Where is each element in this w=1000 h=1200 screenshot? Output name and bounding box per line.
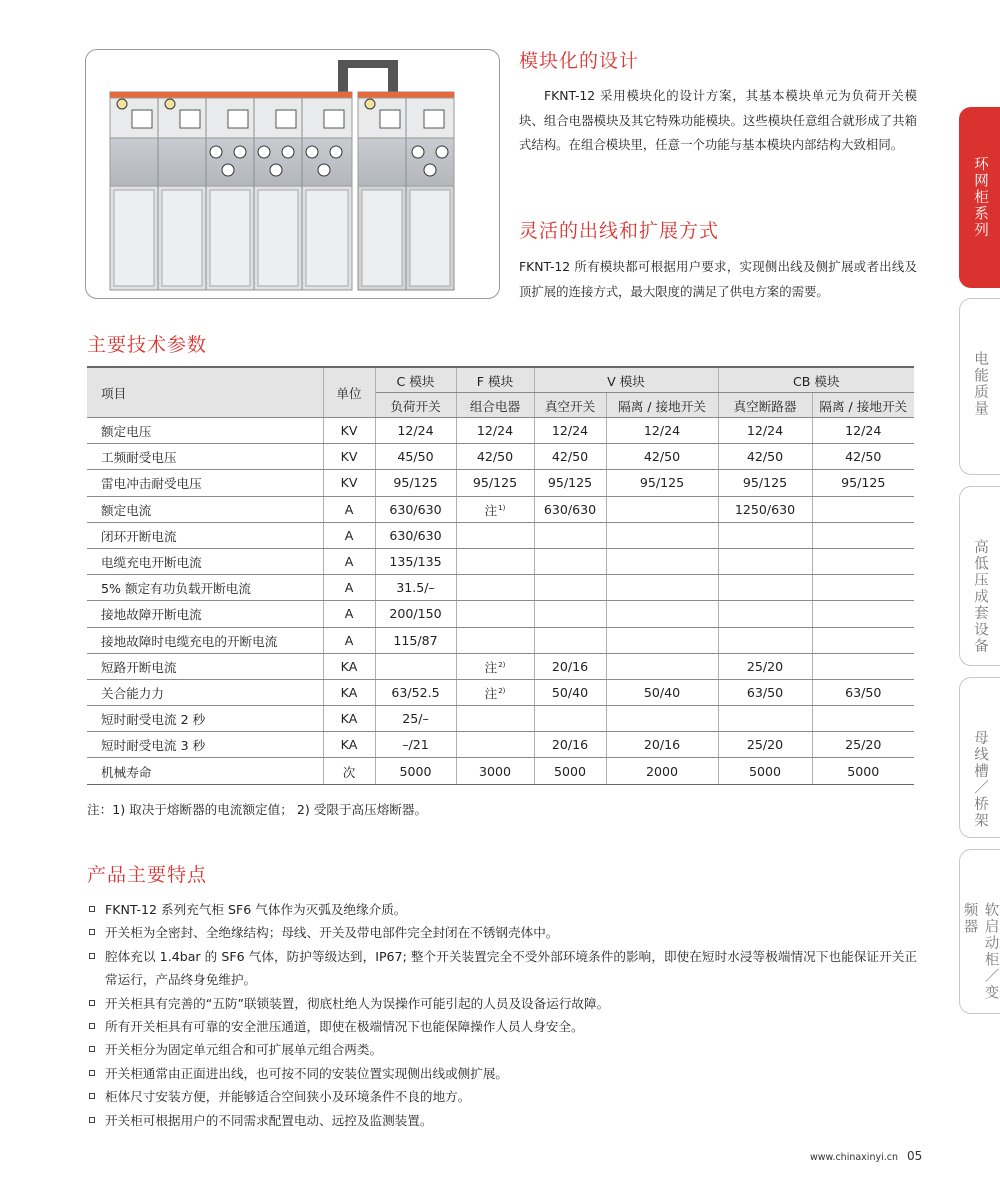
square-bullet-icon [89,1046,95,1052]
header-c-module: C 模块 [375,367,456,393]
square-bullet-icon [89,1117,95,1123]
param-value-cell [606,444,718,470]
feature-item [87,921,917,944]
param-value: 45/50 [397,449,434,465]
square-bullet-icon [89,1093,95,1099]
param-value-cell [375,758,456,784]
param-value: 63/50 [746,684,784,700]
param-value-cell [375,575,456,601]
param-value: 25/– [402,711,429,727]
table-header-row [87,367,914,393]
param-value-cell [375,653,456,679]
param-name-cell: 雷电冲击耐受电压 [87,470,323,496]
param-unit-cell: KA [323,732,375,758]
param-value: 1250/630 [734,501,796,517]
param-value-cell [456,627,534,653]
param-value: 31.5/– [396,580,435,596]
param-value-cell [812,601,914,627]
square-bullet-icon [89,953,95,959]
param-name-cell: 额定电流 [87,496,323,522]
param-value: 注 [484,659,498,675]
param-value-cell [812,653,914,679]
section-title-flexible: 灵活的出线和扩展方式 [519,220,720,242]
param-value: 注 [484,685,498,701]
param-value: 95/125 [472,475,518,491]
section-title-params: 主要技术参数 [87,334,208,356]
feature-text: FKNT-12 系列充气柜 SF6 气体作为灭弧及绝缘介质。 [105,902,407,917]
subheader-cell: 真空断路器 [718,393,812,418]
param-value-cell [606,548,718,574]
feature-text: 开关柜可根据用户的不同需求配置电动、远控及监测装置。 [105,1112,433,1128]
param-value-cell [718,706,812,732]
param-value-cell [718,679,812,705]
param-name-cell: 工频耐受电压 [87,444,323,470]
page-number: 05 [907,1149,923,1163]
param-value-cell [606,627,718,653]
param-value-cell [812,418,914,444]
param-value-cell [534,732,606,758]
param-value-cell [456,653,534,679]
param-unit-cell: A [323,601,375,627]
feature-text: 开关柜具有完善的“五防”联锁装置，彻底杜绝人为误操作可能引起的人员及设备运行故障。 [105,995,610,1011]
table-note: 注：1) 取决于熔断器的电流额定值； 2) 受限于高压熔断器。 [87,802,428,817]
switchgear-illustration [86,50,499,298]
param-value-cell [456,522,534,548]
param-value: 95/125 [639,475,685,491]
param-name-cell: 关合能力力 [87,679,323,705]
param-name-cell: 短路开断电流 [87,653,323,679]
param-value-cell [534,496,606,522]
param-value-cell [375,418,456,444]
param-value-cell [812,732,914,758]
product-image-frame [85,49,500,299]
param-value-cell [718,758,812,784]
footer-url[interactable]: www.chinaxinyi.cn [810,1152,898,1163]
subheader-cell: 组合电器 [456,393,534,418]
square-bullet-icon [89,1070,95,1076]
param-value: 3000 [478,763,512,779]
param-value-cell [718,653,812,679]
param-value-cell [812,470,914,496]
side-tab-ring-main-unit[interactable] [959,107,1000,288]
param-value-cell [534,470,606,496]
footnote-marker: 1) [498,503,506,512]
param-unit-cell: A [323,496,375,522]
section-text-flexible: FKNT-12 所有模块都可根据用户要求，实现侧出线及侧扩展或者出线及顶扩展的连接方式，最大限度的满足了供电方案的需要。 [519,259,917,299]
param-value: 12/24 [845,423,882,439]
param-value: 12/24 [397,423,434,439]
param-value-cell [456,548,534,574]
section-text-modular: FKNT-12 采用模块化的设计方案，其基本模块单元为负荷开关模块、组合电器模块及其它特殊功能模块。这些模块任意组合就形成了共箱式结构。在组合模块里，任意一个功能与基本模块内部结构大致相同。 [519,88,917,152]
side-tab-label: 高低压成套设备 [972,539,988,655]
param-unit-cell: A [323,575,375,601]
param-value: 5000 [847,763,880,779]
table-row [87,496,914,522]
param-value-cell [606,418,718,444]
table-body [87,418,914,785]
param-value-cell [534,444,606,470]
param-value-cell [606,522,718,548]
param-value: 25/20 [845,737,882,753]
param-name-cell: 机械寿命 [87,758,323,784]
param-unit-cell: KA [323,679,375,705]
header-v-module: V 模块 [534,367,718,393]
param-value-cell [606,470,718,496]
param-value-cell [534,522,606,548]
param-value-cell [456,758,534,784]
param-name-cell: 接地故障开断电流 [87,601,323,627]
param-value: 5000 [553,763,587,779]
param-value: 42/50 [845,449,882,465]
param-value: 12/24 [643,423,681,439]
param-value-cell [812,706,914,732]
param-value: 12/24 [476,423,514,439]
side-tab-soft-starter[interactable] [959,849,1000,1014]
param-value-cell [456,732,534,758]
param-value-cell [606,575,718,601]
param-value-cell [456,679,534,705]
param-value-cell [534,653,606,679]
table-row [87,758,914,784]
param-unit-cell: A [323,548,375,574]
param-name-cell: 短时耐受电流 2 秒 [87,706,323,732]
param-value-cell [606,653,718,679]
param-value-cell [456,470,534,496]
param-value-cell [375,522,456,548]
param-name-cell: 短时耐受电流 3 秒 [87,732,323,758]
param-value-cell [812,522,914,548]
section-title-modular: 模块化的设计 [519,50,640,72]
param-name-cell: 额定电压 [87,418,323,444]
param-unit-cell: KA [323,653,375,679]
param-value: 63/52.5 [391,684,440,700]
header-unit: 单位 [323,367,375,418]
technical-params-table [87,366,914,785]
param-value-cell [718,601,812,627]
section-title-features: 产品主要特点 [87,864,208,886]
feature-text: 开关柜分为固定单元组合和可扩展单元组合两类。 [105,1042,383,1058]
feature-text: 柜体尺寸安装方便，并能够适合空间狭小及环境条件不良的地方。 [105,1089,471,1105]
param-value-cell [718,522,812,548]
param-value-cell [375,444,456,470]
param-value-cell [812,496,914,522]
param-value: 25/20 [746,737,784,753]
param-value-cell [718,418,812,444]
param-value-cell [718,496,812,522]
feature-text: 开关柜为全密封、全绝缘结构；母线、开关及带电部件完全封闭在不锈钢壳体中。 [105,925,559,941]
square-bullet-icon [89,1023,95,1029]
param-value-cell [534,418,606,444]
param-value: 2000 [645,763,679,779]
table-row [87,444,914,470]
param-value: 25/20 [746,658,784,674]
param-unit-cell: KV [323,418,375,444]
param-value: 42/50 [643,449,681,465]
param-value: 50/40 [551,684,589,700]
page-footer [810,1149,922,1163]
subheader-cell: 隔离 / 接地开关 [606,393,718,418]
subheader-cell: 负荷开关 [375,393,456,418]
param-value: 12/24 [746,423,784,439]
param-value-cell [534,601,606,627]
param-unit-cell: KA [323,706,375,732]
feature-item [87,1038,917,1061]
param-value: 12/24 [551,423,589,439]
table-row [87,679,914,705]
footnote-marker: 2) [498,660,506,669]
table-row [87,575,914,601]
feature-text: 腔体充以 1.4bar 的 SF6 气体，防护等级达到，IP67; 整个开关装置完全不受外部环境条件的影响，即使在短时水浸等极端情况下也能保证开关正常运行，产品终身免维护。 [105,948,917,988]
param-value-cell [456,418,534,444]
side-tab-label: 环网柜系列 [972,156,988,239]
param-value-cell [606,758,718,784]
side-tab-power-quality[interactable] [959,298,1000,475]
param-value-cell [456,706,534,732]
param-value: 42/50 [476,449,514,465]
param-value: 注 [484,502,498,518]
param-value: 63/50 [845,684,882,700]
param-value-cell [534,575,606,601]
param-value-cell [606,706,718,732]
feature-item [87,1015,917,1038]
param-value-cell [375,679,456,705]
param-value: 50/40 [643,684,681,700]
param-unit-cell: A [323,522,375,548]
param-value: 115/87 [393,632,438,648]
feature-text: 开关柜通常由正面进出线，也可按不同的安装位置实现侧出线或侧扩展。 [105,1065,508,1081]
header-f-module: F 模块 [456,367,534,393]
param-value-cell [375,548,456,574]
param-value-cell [534,548,606,574]
feature-item [87,1085,917,1108]
param-unit-cell: 次 [323,758,375,784]
param-value: 20/16 [643,737,681,753]
param-value-cell [534,679,606,705]
param-value: 630/630 [389,501,442,517]
param-value-cell [718,732,812,758]
param-value-cell [375,706,456,732]
param-value: 95/125 [393,475,438,491]
param-value-cell [718,575,812,601]
side-tab-switchgear[interactable] [959,486,1000,666]
param-value-cell [718,470,812,496]
feature-text: 所有开关柜具有可靠的安全泄压通道，即使在极端情况下也能保障操作人员人身安全。 [105,1019,584,1035]
param-value-cell [375,627,456,653]
param-value: 630/630 [389,527,442,543]
param-value-cell [606,496,718,522]
param-name-cell: 闭环开断电流 [87,522,323,548]
param-value-cell [812,548,914,574]
param-value: 95/125 [547,475,593,491]
param-value: 95/125 [841,475,886,491]
param-value-cell [812,575,914,601]
param-value: 5000 [399,763,432,779]
table-row [87,470,914,496]
square-bullet-icon [89,1000,95,1006]
side-tab-busway[interactable] [959,677,1000,838]
table-row [87,653,914,679]
table-row [87,706,914,732]
param-value: 630/630 [543,501,597,517]
param-value-cell [812,758,914,784]
param-value: 5000 [748,763,782,779]
param-name-cell: 电缆充电开断电流 [87,548,323,574]
square-bullet-icon [89,929,95,935]
param-value-cell [375,470,456,496]
param-name-cell: 接地故障时电缆充电的开断电流 [87,627,323,653]
param-value: 20/16 [551,737,589,753]
footnote-marker: 2) [498,686,506,695]
param-value: 42/50 [746,449,784,465]
param-value-cell [718,444,812,470]
param-value-cell [812,679,914,705]
header-cb-module: CB 模块 [718,367,914,393]
param-unit-cell: A [323,627,375,653]
square-bullet-icon [89,906,95,912]
param-unit-cell: KV [323,444,375,470]
param-value-cell [606,679,718,705]
param-value-cell [718,548,812,574]
table-row [87,548,914,574]
feature-list [87,898,917,1132]
header-item: 项目 [87,367,323,418]
param-value-cell [606,601,718,627]
table-row [87,601,914,627]
param-value-cell [534,627,606,653]
feature-item [87,1109,917,1132]
param-value: 200/150 [389,606,442,622]
feature-item [87,992,917,1015]
table-row [87,522,914,548]
param-value-cell [606,732,718,758]
table-row [87,418,914,444]
subheader-cell: 隔离 / 接地开关 [812,393,914,418]
side-tab-label: 软启动柜／变频器 [961,902,999,1001]
param-value-cell [375,496,456,522]
param-value: 135/135 [389,554,442,570]
subheader-cell: 真空开关 [534,393,606,418]
param-value-cell [812,444,914,470]
param-value-cell [718,627,812,653]
side-tab-label: 母线槽／桥架 [972,730,988,829]
param-value-cell [456,575,534,601]
param-value: 20/16 [551,658,589,674]
feature-item [87,898,917,921]
param-unit-cell: KV [323,470,375,496]
param-value-cell [375,601,456,627]
param-value-cell [534,706,606,732]
side-tab-label: 电能质量 [972,351,988,417]
param-value-cell [456,496,534,522]
param-name-cell: 5% 额定有功负载开断电流 [87,575,323,601]
param-value-cell [456,444,534,470]
param-value-cell [375,732,456,758]
param-value: –/21 [402,737,429,753]
table-row [87,627,914,653]
feature-item [87,1062,917,1085]
feature-item [87,945,917,992]
param-value-cell [812,627,914,653]
param-value: 95/125 [742,475,788,491]
param-value-cell [456,601,534,627]
param-value-cell [534,758,606,784]
param-value: 42/50 [551,449,589,465]
table-row [87,732,914,758]
